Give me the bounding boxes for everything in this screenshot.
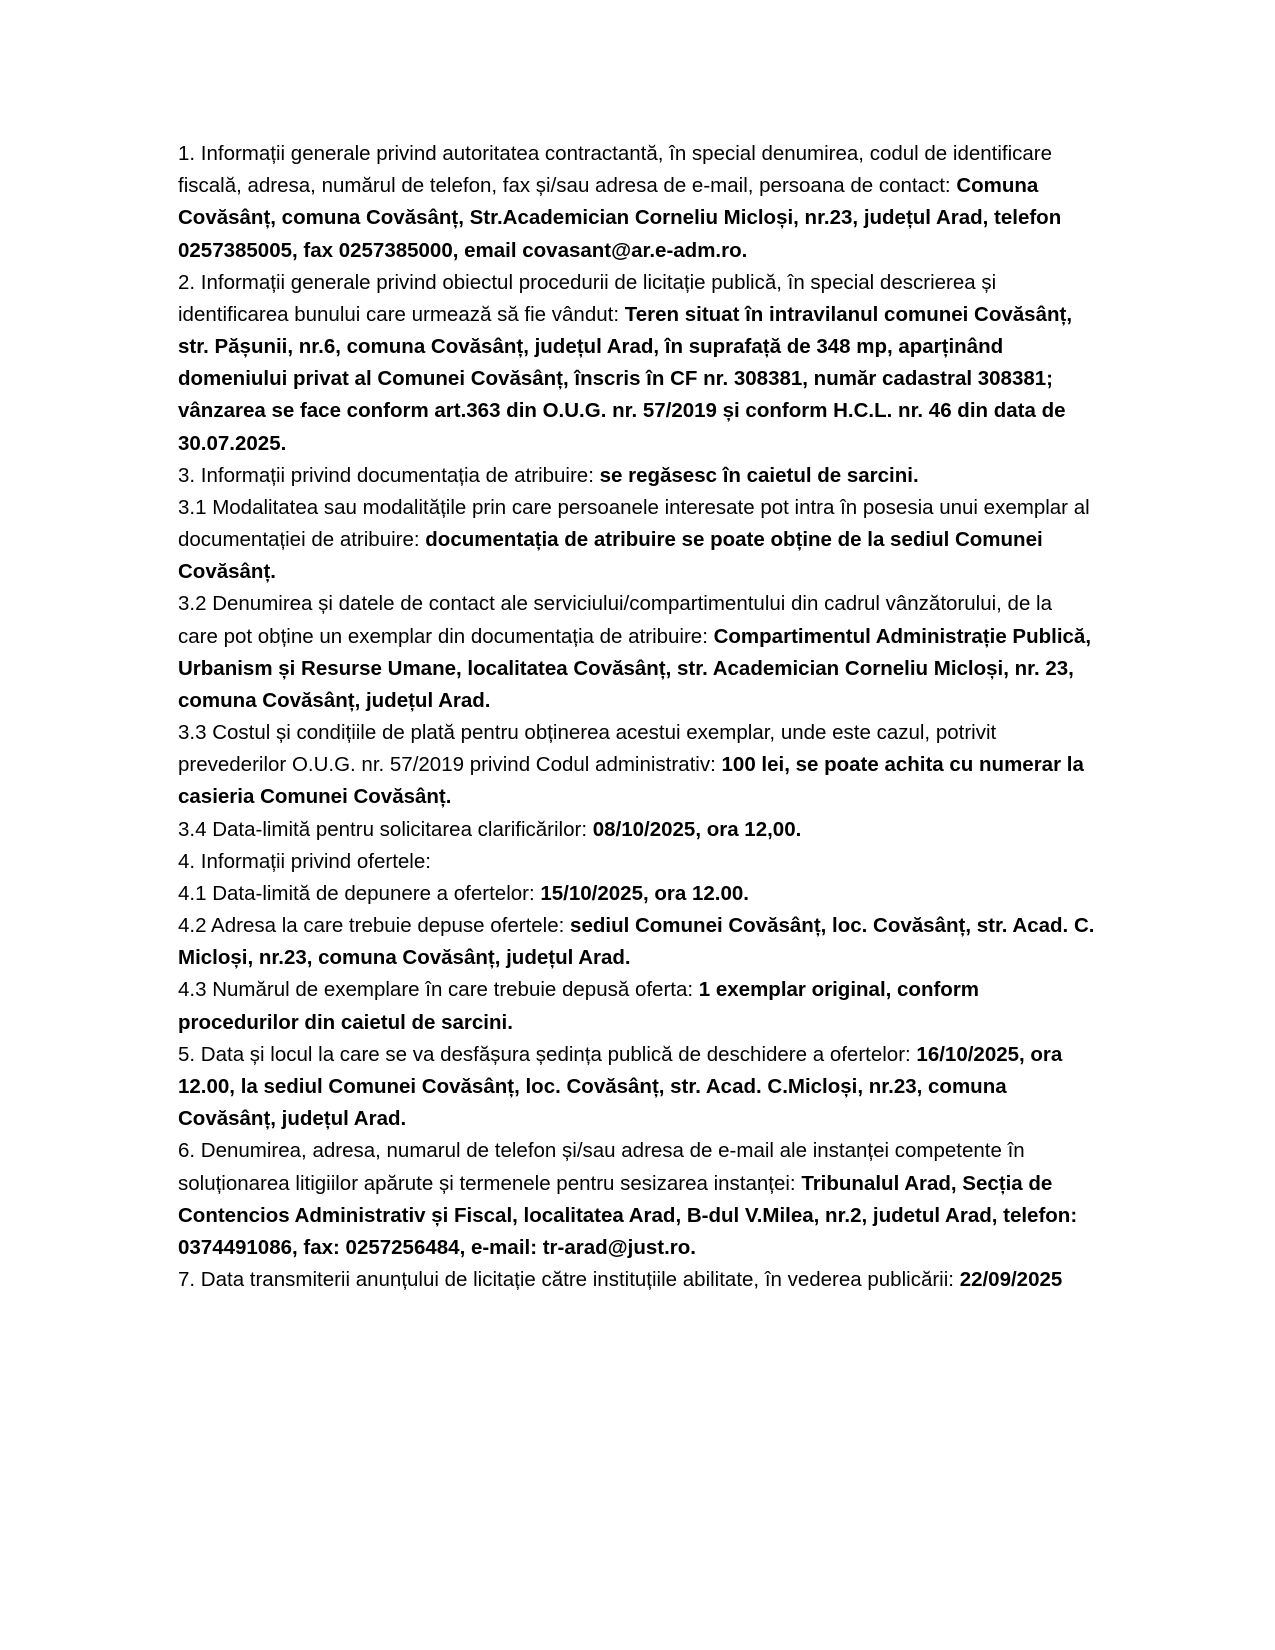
paragraph-emphasis-text: Compartimentul Administrație Publică, Urbanism și Resurse Umane, localitatea Covăsânț, str. Academician Corneliu Micloși, nr. 23, comuna Covăsânț, județul Arad. [178,624,1092,712]
paragraph [178,267,1097,460]
paragraph-emphasis-text: 08/10/2025, ora 12,00. [592,817,802,841]
document-body [178,138,1097,1296]
paragraph-emphasis-text: Tribunalul Arad, Secția de Contencios Administrativ și Fiscal, localitatea Arad, B-dul V.Milea, nr.2, judetul Arad, telefon: 0374491086, fax: 0257256484, e-mail: tr-arad@just.ro. [178,1171,1078,1259]
paragraph-text: 5. Data și locul la care se va desfășura ședința publică de deschidere a ofertelor: [178,1042,917,1066]
paragraph [178,1264,1097,1296]
paragraph [178,492,1097,589]
paragraph-text: 3.1 Modalitatea sau modalitățile prin care persoanele interesate pot intra în posesia unui exemplar al documentației de atribuire: [178,495,1090,552]
paragraph-text: 6. Denumirea, adresa, numarul de telefon și/sau adresa de e-mail ale instanței competente în soluționarea litigiilor apărute și termenele pentru sesizarea instanței: [178,1139,1025,1195]
paragraph-text: 4.3 Numărul de exemplare în care trebuie depusă oferta: [178,978,699,1002]
paragraph [178,138,1097,267]
paragraph-text: 3.4 Data-limită pentru solicitarea clarificărilor: [178,817,593,841]
paragraph-text: 3.3 Costul și condițiile de plată pentru obținerea acestui exemplar, unde este cazul, potrivit prevederilor O.U.G. nr. 57/2019 privind Codul administrativ: [178,721,997,777]
paragraph [178,717,1097,814]
paragraph-text: 4. Informații privind ofertele: [178,849,431,873]
paragraph [178,910,1097,974]
paragraph-text: 7. Data transmiterii anunțului de licitație către instituțiile abilitate, în vederea publicării: [178,1268,960,1292]
paragraph [178,460,1097,492]
paragraph-emphasis-text: 16/10/2025, ora 12.00, la sediul Comunei Covăsânț, loc. Covăsânț, str. Acad. C.Micloși, nr.23, comuna Covăsânț, județul Arad. [178,1042,1063,1131]
paragraph [178,1039,1097,1136]
paragraph-text: 3. Informații privind documentația de atribuire: [178,463,600,487]
paragraph-emphasis-text: documentația de atribuire se poate obține de la sediul Comunei Covăsânț. [178,528,1043,584]
paragraph-emphasis-text: 100 lei, se poate achita cu numerar la casieria Comunei Covăsânț. [178,753,1084,809]
paragraph [178,588,1097,717]
paragraph-emphasis-text: se regăsesc în caietul de sarcini. [599,463,919,487]
paragraph-text: 1. Informații generale privind autoritatea contractantă, în special denumirea, codul de identificare fiscală, adresa, numărul de telefon, fax și/sau adresa de e-mail, persoana de contact: [178,142,1053,198]
paragraph [178,974,1097,1038]
paragraph-text: 4.2 Adresa la care trebuie depuse ofertele: [178,914,571,938]
paragraph [178,878,1097,910]
paragraph [178,846,1097,878]
paragraph-emphasis-text: 1 exemplar original, conform procedurilor din caietul de sarcini. [178,978,980,1034]
paragraph-emphasis-text: 22/09/2025 [959,1268,1063,1292]
paragraph-emphasis-text: Teren situat în intravilanul comunei Covăsânț, str. Pășunii, nr.6, comuna Covăsânț, județul Arad, în suprafață de 348 mp, aparținând domeniului privat al Comunei Covăsânț, înscris în CF nr. 308381, număr cadastral 308381; vânzarea se face conform art.363 din O.U.G. nr. 57/2019 și conform H.C.L. nr. 46 din data de 30.07.2025. [178,302,1073,455]
paragraph [178,814,1097,846]
paragraph-text: 2. Informații generale privind obiectul procedurii de licitație publică, în special descrierea și identificarea bunului care urmează să fie vândut: [178,270,997,326]
paragraph-text: 4.1 Data-limită de depunere a ofertelor: [178,881,541,905]
paragraph [178,1135,1097,1264]
paragraph-emphasis-text: Comuna Covăsânț, comuna Covăsânț, Str.Academician Corneliu Micloși, nr.23, județul Arad, telefon 0257385005, fax 0257385000, email covasant@ar.e-adm.ro. [178,174,1062,262]
paragraph-emphasis-text: 15/10/2025, ora 12.00. [540,881,749,905]
paragraph-text: 3.2 Denumirea și datele de contact ale serviciului/compartimentului din cadrul vânzătorului, de la care pot obține un exemplar din documentația de atribuire: [178,592,1052,648]
paragraph-emphasis-text: sediul Comunei Covăsânț, loc. Covăsânț, str. Acad. C. Micloși, nr.23, comuna Covăsânț, județul Arad. [178,914,1095,970]
